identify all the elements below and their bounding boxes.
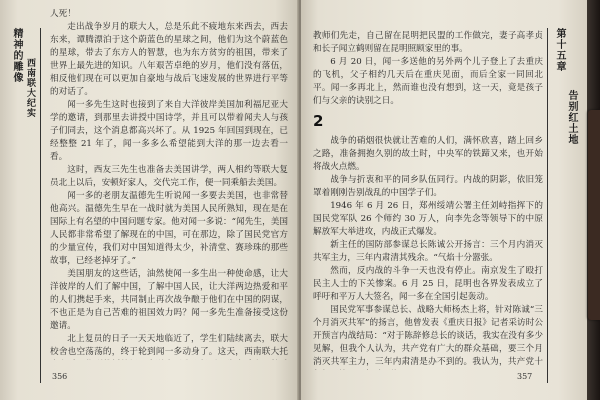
running-subtitle-left: 西南联大纪实 bbox=[25, 58, 35, 118]
paragraph: 教师们先走，自己留在昆明把民盟的工作做完，妻子高孝贞和长子闻立鹤则留在昆明照顾家里的事。 bbox=[313, 31, 543, 54]
running-title-left: 精神的雕像 bbox=[11, 28, 22, 83]
bookmark-ribbon bbox=[588, 110, 600, 320]
paragraph: 这时，西友三先生也准备去美国讲学，两人相约等联大复员北上以后，安顿好家人，交代完工作，便一同乘船去美国。 bbox=[50, 165, 288, 188]
right-page bbox=[301, 0, 587, 400]
page-number-left: 356 bbox=[52, 372, 68, 381]
paragraph: 闻一多先生这时也接到了来自大洋彼岸美国加利福尼亚大学的邀请，到那里去讲授中国诗学，并且可以带着闻夫人与孩子们同去，这个消息都高兴坏了。从 1925 年回国到现在，已经整整 21 年了，闻一多多么希望能到大洋的那一边去看一看。 bbox=[50, 100, 288, 162]
page-number-right: 357 bbox=[517, 372, 533, 381]
section-number: 2 bbox=[313, 112, 324, 130]
running-rule-left bbox=[40, 28, 41, 383]
paragraph: 北上复员的日子一天天地临近了，学生们陆续离去，联大校舍也空荡荡的，终于轮到闻一多动身了。这天，西南联大托 bbox=[50, 334, 288, 357]
paragraph: 人死！ bbox=[50, 9, 76, 19]
paragraph: 新主任的国防部参谋总长陈诚公开扬言：三个月内消灭共军主力，三年内肃清其残余。“气焰十分嚣张。 bbox=[313, 240, 543, 263]
paragraph: 走出战争岁月的联大人，总是乐此不疲地东来西去，西去东来，谭腾漂泊于这个蔚蓝色的星球之间，他们为这个蔚蓝色的星球，带去了东方人的智慧，也为东方贫穷的祖国，带来了世界上最先进的知识。八年艰苦卓绝的岁月，他们没有落伍，相反他们现在可以更加自豪地与战后飞速发展的世界进行平等的对话了。 bbox=[50, 22, 288, 97]
section-first-paragraph: 战争的硝烟很快就让苦难的人们，满怀欣喜，踏上回乡之路，准备拥抱久别的故土时，中央军的铁蹄又来，也开始将战火点燃。 bbox=[313, 136, 543, 172]
paragraph: 战争与折衷和平的同乡队伍同行。内战的阴影，依旧笼罩着刚刚告别战乱的中国学子们。 bbox=[313, 175, 543, 198]
paragraph: 6 月 20 日，闻一多送他的另外两个儿子登上了去重庆的飞机，父子相约几天后在重庆见面，而后全家一同回北平。闻一多再北上，然而谁也没有想到，这一天，竟是孩子们与父亲的诀别之日。 bbox=[313, 57, 543, 106]
paragraph: 美国朋友的这些话，油然使闻一多生出一种使命感，让大洋彼岸的人们了解中国，了解中国人民，让大洋两边热爱和平的人们携起手来，共同制止再次战争酿于他们在中国的阴谋，不也正是为自己苦难的祖国效力吗？闻一多先生准备接受这份邀请。 bbox=[50, 269, 288, 331]
paragraph: 闻一多的老朋友温德先生听说闻一多要去美国，也非常替他高兴。温德先生早在一战时就为美国人民所熟知，现在是在国际上有名望的中国问题专家。他对闻一多说：“闻先生，美国人民都非常希望了解现在的中国，可在那边，除了国民党官方的少量宣传，我们对中国知道得太少，补清堂、赛珍珠的那些故事，已经老掉牙了。” bbox=[50, 191, 288, 266]
paragraph: 然而，反内战的斗争一天也没有停止。南京发生了殴打民主人士的下关惨案。6 月 25 日，昆明也各界发表成立了呼吁和平万人大签名，闻一多在全国引起轰动。 bbox=[313, 266, 543, 302]
paragraph: 1946 年 6 月 26 日，郑州绥靖公署主任刘峙指挥下的国民党军队 26 个师约 30 万人，向李先念等领导下的中原解放军大举进攻，内战正式爆发。 bbox=[313, 201, 543, 237]
left-page bbox=[0, 0, 299, 400]
section-break bbox=[313, 114, 543, 129]
running-chapter-right: 第十五章 bbox=[554, 28, 565, 72]
left-body-text bbox=[50, 8, 288, 360]
right-body-text bbox=[313, 30, 543, 370]
paragraph: 国民党军事参谋总长、战略大师杨杰上将，针对陈诚“三个月消灭共军”的扬言，他曾发表《重庆日报》记者采访时公开预言内战结局：“对于陈辞修总长的谈话，我实在没有多少见解，但我个人认为，共产党有广大的群众基础，要三个月消灭共军主力，三年内肃清是办不到的。我认为，共产党十 bbox=[313, 305, 543, 367]
running-title-right: 告别红土地 bbox=[566, 90, 577, 145]
running-rule-right bbox=[547, 28, 548, 383]
